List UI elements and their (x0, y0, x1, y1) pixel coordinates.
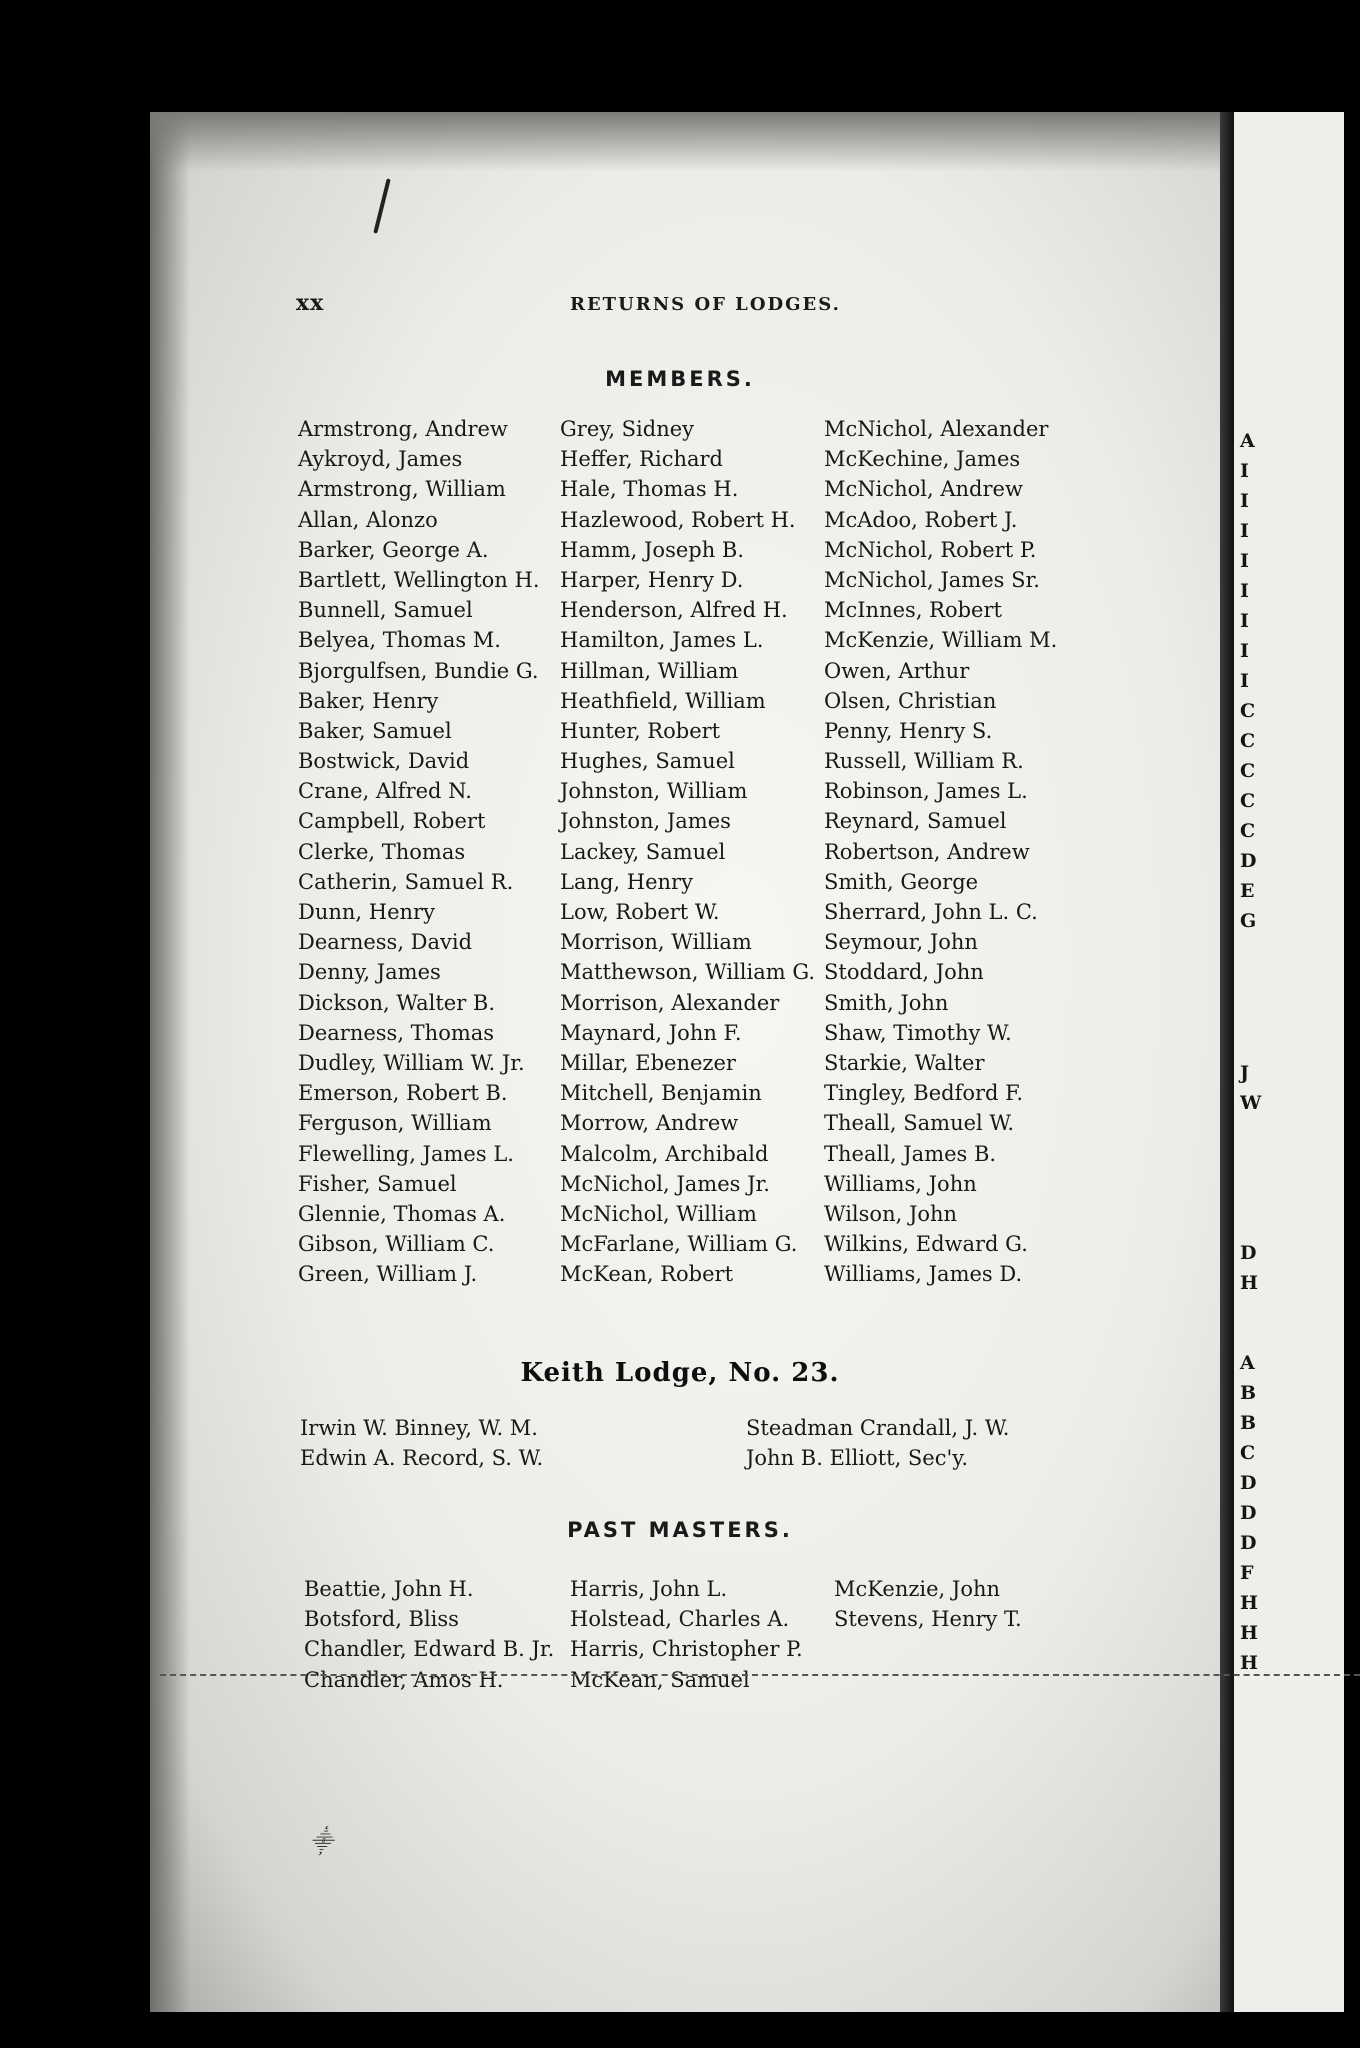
adjacent-initial: F (1240, 1562, 1254, 1584)
name-entry: Lang, Henry (560, 869, 693, 894)
adjacent-initial: A (1240, 430, 1255, 452)
adjacent-initial: H (1240, 1272, 1258, 1294)
adjacent-initial: H (1240, 1622, 1258, 1644)
name-entry: Hazlewood, Robert H. (560, 507, 796, 532)
name-entry: McKenzie, William M. (824, 628, 1058, 653)
name-entry: Bartlett, Wellington H. (298, 567, 540, 592)
name-entry: Theall, Samuel W. (824, 1111, 1015, 1136)
name-entry: Harper, Henry D. (560, 567, 744, 592)
name-entry: Harris, Christopher P. (570, 1637, 803, 1662)
name-entry: Olsen, Christian (824, 688, 997, 713)
name-entry: Lackey, Samuel (560, 839, 726, 864)
name-entry: Robertson, Andrew (824, 839, 1030, 864)
adjacent-initial: I (1240, 580, 1249, 602)
adjacent-initial: D (1240, 850, 1257, 872)
members-heading: MEMBERS. (605, 367, 755, 391)
members-column-3 (824, 414, 1057, 1289)
adjacent-initial: I (1240, 460, 1249, 482)
adjacent-initial: C (1240, 760, 1256, 782)
name-entry: Robinson, James L. (824, 779, 1028, 804)
name-entry: Williams, John (824, 1171, 977, 1196)
name-entry: Smith, George (824, 869, 979, 894)
name-entry: McNichol, Alexander (824, 417, 1049, 441)
name-entry: Tingley, Bedford F. (824, 1081, 1024, 1106)
name-entry: Mitchell, Benjamin (560, 1081, 762, 1106)
name-entry: Theall, James B. (824, 1141, 997, 1166)
name-entry: McNichol, Andrew (824, 477, 1023, 502)
name-entry: McFarlane, William G. (560, 1232, 798, 1257)
name-entry: Morrow, Andrew (560, 1111, 739, 1136)
name-entry: Reynard, Samuel (824, 809, 1007, 834)
name-entry: Hillman, William (560, 658, 739, 683)
name-entry: Low, Robert W. (560, 900, 720, 924)
name-entry: Morrison, Alexander (560, 990, 780, 1015)
name-entry: Dickson, Walter B. (298, 990, 496, 1015)
name-entry: Dudley, William W. Jr. (298, 1050, 525, 1075)
lodge-title: Keith Lodge, No. 23. (520, 1358, 840, 1388)
name-entry: Chandler, Amos H. (304, 1667, 504, 1692)
name-entry: Hunter, Robert (560, 718, 721, 743)
page-gutter (1220, 112, 1234, 2012)
name-entry: Bjorgulfsen, Bundie G. (298, 658, 539, 683)
adjacent-initial: D (1240, 1502, 1257, 1524)
adjacent-initial: H (1240, 1592, 1258, 1614)
adjacent-initial: G (1240, 910, 1257, 932)
page-number: xx (296, 290, 325, 316)
officer-senior-warden: Edwin A. Record, S. W. (300, 1446, 544, 1470)
name-entry: Denny, James (298, 960, 441, 985)
name-entry: Johnston, James (560, 809, 731, 834)
adjacent-initial: I (1240, 670, 1249, 692)
adjacent-initial: C (1240, 700, 1256, 722)
name-entry: Maynard, John F. (560, 1020, 742, 1045)
name-entry: Armstrong, William (298, 477, 506, 502)
name-entry: Russell, William R. (824, 749, 1024, 774)
officer-worshipful-master: Irwin W. Binney, W. M. (300, 1416, 538, 1440)
name-entry: Heathfield, William (560, 688, 766, 713)
adjacent-initial: I (1240, 610, 1249, 632)
name-entry: Baker, Samuel (298, 718, 452, 743)
name-entry: Williams, James D. (824, 1262, 1023, 1287)
adjacent-initial: D (1240, 1242, 1257, 1264)
name-entry: Millar, Ebenezer (560, 1050, 736, 1075)
name-entry: Starkie, Walter (824, 1050, 985, 1075)
name-entry: Fisher, Samuel (298, 1171, 457, 1196)
name-entry: Dearness, Thomas (298, 1020, 495, 1045)
name-entry: Bostwick, David (298, 749, 470, 774)
adjacent-initial: C (1240, 820, 1256, 842)
name-entry: Dearness, David (298, 930, 473, 955)
name-entry: Aykroyd, James (298, 447, 463, 472)
name-entry: Hughes, Samuel (560, 749, 735, 774)
past-masters-column-1 (304, 1574, 554, 1695)
name-entry: Heffer, Richard (560, 447, 723, 472)
name-entry: Stoddard, John (824, 960, 984, 985)
name-entry: Hamilton, James L. (560, 628, 764, 653)
name-entry: Harris, John L. (570, 1577, 728, 1601)
name-entry: McNichol, James Sr. (824, 567, 1040, 592)
adjacent-initial: A (1240, 1352, 1255, 1374)
name-entry: McAdoo, Robert J. (824, 507, 1018, 532)
past-masters-heading: PAST MASTERS. (567, 1518, 793, 1542)
members-column-2 (560, 414, 815, 1289)
name-entry: Wilkins, Edward G. (824, 1232, 1028, 1257)
members-column-1 (298, 414, 540, 1289)
name-entry: Baker, Henry (298, 688, 439, 713)
name-entry: Henderson, Alfred H. (560, 598, 788, 623)
adjacent-initial: I (1240, 550, 1249, 572)
ink-mark: ⸎ (310, 1830, 333, 1855)
name-entry: Hale, Thomas H. (560, 477, 739, 502)
name-entry: Campbell, Robert (298, 809, 486, 834)
name-entry: Smith, John (824, 990, 949, 1015)
name-entry: Holstead, Charles A. (570, 1607, 790, 1632)
running-head: RETURNS OF LODGES. (570, 294, 841, 315)
adjacent-initial: C (1240, 1442, 1256, 1464)
adjacent-initial: D (1240, 1532, 1257, 1554)
name-entry: Malcolm, Archibald (560, 1141, 769, 1166)
adjacent-initial: C (1240, 730, 1256, 752)
name-entry: Clerke, Thomas (298, 839, 466, 864)
name-entry: Grey, Sidney (560, 417, 695, 441)
name-entry: Matthewson, William G. (560, 960, 816, 985)
name-entry: Glennie, Thomas A. (298, 1201, 506, 1226)
adjacent-initial: J (1240, 1062, 1249, 1084)
dashed-rule (160, 1674, 1360, 1676)
adjacent-initial: I (1240, 640, 1249, 662)
name-entry: Penny, Henry S. (824, 718, 993, 743)
adjacent-page-edge (1234, 112, 1344, 2012)
name-entry: McKechine, James (824, 447, 1021, 472)
name-entry: Hamm, Joseph B. (560, 537, 745, 562)
name-entry: Dunn, Henry (298, 900, 435, 924)
name-entry: Belyea, Thomas M. (298, 628, 501, 653)
name-entry: Ferguson, William (298, 1111, 492, 1136)
name-entry: Allan, Alonzo (298, 507, 438, 532)
adjacent-initial: B (1240, 1412, 1257, 1434)
name-entry: Flewelling, James L. (298, 1141, 514, 1166)
name-entry: Sherrard, John L. C. (824, 900, 1038, 924)
name-entry: Wilson, John (824, 1201, 958, 1226)
name-entry: McNichol, Robert P. (824, 537, 1037, 562)
name-entry: Armstrong, Andrew (298, 417, 508, 441)
past-masters-column-3 (834, 1574, 1022, 1634)
adjacent-initial: H (1240, 1652, 1258, 1674)
name-entry: McNichol, William (560, 1201, 757, 1226)
name-entry: Seymour, John (824, 930, 978, 955)
name-entry: McKean, Samuel (570, 1667, 750, 1692)
name-entry: Barker, George A. (298, 537, 489, 562)
name-entry: Crane, Alfred N. (298, 779, 472, 804)
past-masters-column-2 (570, 1574, 803, 1695)
name-entry: McNichol, James Jr. (560, 1171, 770, 1196)
name-entry: McKenzie, John (834, 1577, 1001, 1601)
name-entry: Green, William J. (298, 1262, 478, 1287)
officer-junior-warden: Steadman Crandall, J. W. (746, 1416, 1010, 1440)
name-entry: Shaw, Timothy W. (824, 1020, 1012, 1045)
adjacent-initial: I (1240, 490, 1249, 512)
name-entry: Stevens, Henry T. (834, 1607, 1022, 1632)
name-entry: McInnes, Robert (824, 598, 1002, 623)
adjacent-initial: B (1240, 1382, 1257, 1404)
name-entry: Owen, Arthur (824, 658, 970, 683)
adjacent-initial: C (1240, 790, 1256, 812)
adjacent-initial: E (1240, 880, 1255, 902)
name-entry: Morrison, William (560, 930, 752, 955)
name-entry: Bunnell, Samuel (298, 598, 473, 623)
adjacent-initial: W (1240, 1092, 1262, 1114)
adjacent-initial: D (1240, 1472, 1257, 1494)
name-entry: Beattie, John H. (304, 1577, 474, 1601)
name-entry: Catherin, Samuel R. (298, 869, 514, 894)
name-entry: McKean, Robert (560, 1262, 734, 1287)
name-entry: Gibson, William C. (298, 1232, 495, 1257)
name-entry: Emerson, Robert B. (298, 1081, 508, 1106)
officer-secretary: John B. Elliott, Sec'y. (746, 1446, 969, 1470)
name-entry: Johnston, William (560, 779, 748, 804)
name-entry: Chandler, Edward B. Jr. (304, 1637, 555, 1662)
adjacent-initial: I (1240, 520, 1249, 542)
name-entry: Botsford, Bliss (304, 1607, 459, 1632)
